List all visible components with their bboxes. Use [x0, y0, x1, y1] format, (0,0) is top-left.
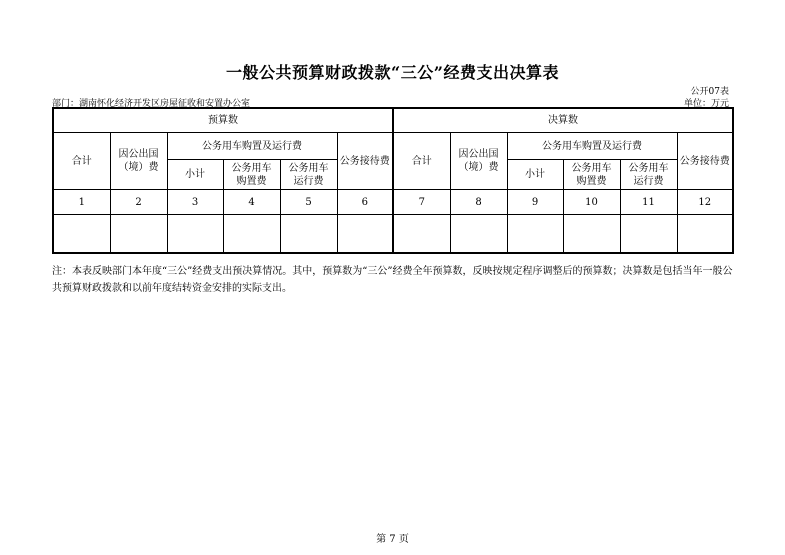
data-cell: [677, 215, 733, 254]
column-number: 2: [110, 190, 167, 215]
final-subtotal-header: 小计: [507, 160, 563, 190]
final-total-header: 合计: [393, 133, 450, 190]
page-number: 第 7 页: [376, 534, 409, 545]
three-public-expenses-table: [52, 107, 734, 254]
data-cell: [167, 215, 223, 254]
budget-header: 预算数: [53, 108, 393, 133]
budget-vehicle-operation-label: 公务用车运行费: [288, 162, 329, 187]
final-vehicle-header: 公务用车购置及运行费: [507, 133, 677, 160]
column-number: 12: [677, 190, 733, 215]
budget-vehicle-header: 公务用车购置及运行费: [167, 133, 337, 160]
final-vehicle-operation-label: 公务用车运行费: [628, 162, 669, 187]
data-cell: [450, 215, 507, 254]
column-number: 6: [337, 190, 393, 215]
final-abroad-header: [450, 133, 507, 190]
final-vehicle-operation-header: [620, 160, 677, 190]
data-cell: [223, 215, 280, 254]
budget-total-header: 合计: [53, 133, 110, 190]
final-abroad-label: 因公出国（境）费: [458, 149, 499, 173]
column-number: 7: [393, 190, 450, 215]
data-cell: [110, 215, 167, 254]
table-header-row-2: [53, 133, 733, 160]
column-number: 1: [53, 190, 110, 215]
data-cell: [337, 215, 393, 254]
data-cell: [393, 215, 450, 254]
data-cell: [53, 215, 110, 254]
data-cell: [507, 215, 563, 254]
column-number: 9: [507, 190, 563, 215]
unit-label: 单位：万元: [683, 99, 729, 109]
document-title: 一般公共预算财政拨款“三公”经费支出决算表: [226, 63, 559, 82]
column-number: 10: [563, 190, 620, 215]
final-vehicle-purchase-header: [563, 160, 620, 190]
column-number: 4: [223, 190, 280, 215]
budget-vehicle-purchase-label: 公务用车购置费: [231, 162, 272, 187]
budget-vehicle-purchase-header: [223, 160, 280, 190]
table-header-row-1: [53, 108, 733, 133]
final-header: 决算数: [393, 108, 733, 133]
data-cell: [563, 215, 620, 254]
column-number: 3: [167, 190, 223, 215]
column-number: 8: [450, 190, 507, 215]
final-vehicle-purchase-label: 公务用车购置费: [571, 162, 612, 187]
budget-abroad-header: [110, 133, 167, 190]
column-number-row: [53, 190, 733, 215]
table-note: 注：本表反映部门本年度“三公”经费支出预决算情况。其中，预算数为“三公”经费全年预算数，反映按规定程序调整后的预算数；决算数是包括当年一般公共预算财政拨款和以前年度结转资金安排的实际支出。: [52, 266, 733, 294]
budget-abroad-label: 因公出国（境）费: [118, 149, 159, 173]
form-code: 公开07表: [690, 87, 729, 97]
data-cell: [280, 215, 337, 254]
table-row: [53, 215, 733, 254]
budget-vehicle-operation-header: [280, 160, 337, 190]
department-label: 部门：湖南怀化经济开发区房屋征收和安置办公室: [52, 99, 251, 109]
budget-reception-header: 公务接待费: [337, 133, 393, 190]
budget-subtotal-header: 小计: [167, 160, 223, 190]
column-number: 5: [280, 190, 337, 215]
data-cell: [620, 215, 677, 254]
final-reception-header: 公务接待费: [677, 133, 733, 190]
column-number: 11: [620, 190, 677, 215]
